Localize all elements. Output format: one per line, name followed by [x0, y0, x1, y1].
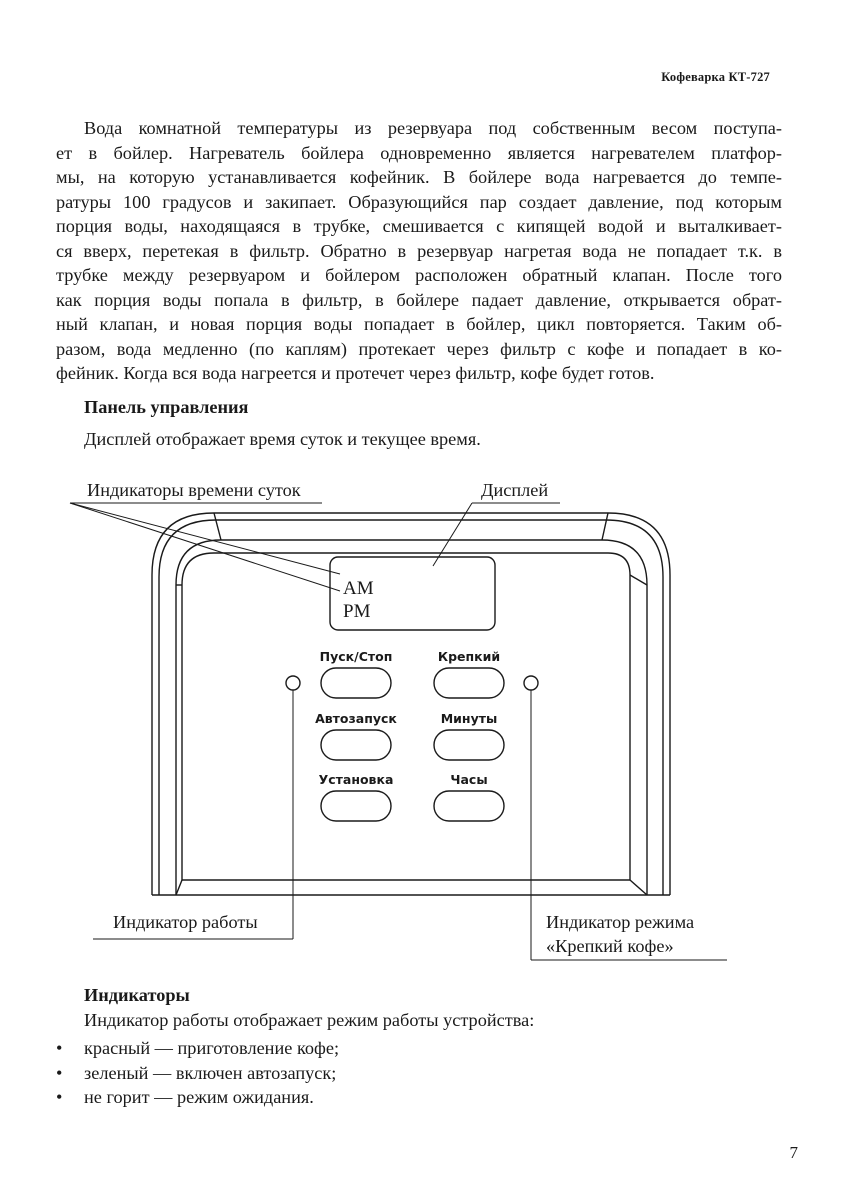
text-line: мы, на которую устанавливается кофейник. В бойлере вода нагревается до темпе-: [56, 167, 782, 187]
panel-outer-outline: [152, 513, 670, 895]
list-item-text: красный — приготовление кофе;: [84, 1038, 340, 1058]
bullet-glyph: •: [56, 1062, 63, 1083]
bullet-glyph: •: [56, 1038, 63, 1058]
start-stop-label: Пуск/Стоп: [319, 649, 393, 664]
list-item: [56, 1036, 339, 1061]
callout-display: Дисплей: [481, 480, 549, 500]
text-line: Вода комнатной температуры из резервуара под собственным весом поступа-: [84, 118, 782, 138]
callout-strong-mode-line1: Индикатор режима: [546, 912, 695, 932]
text-line: ет в бойлер. Нагреватель бойлера одновременно является нагревателем платфор-: [56, 142, 782, 163]
control-panel-heading: Панель управления: [84, 397, 249, 417]
autostart-label: Автозапуск: [315, 711, 397, 726]
text-line: как порция воды попала в фильтр, в бойлере падает давление, открывается обрат-: [56, 289, 782, 310]
autostart-button: [321, 730, 391, 760]
minutes-button: [434, 730, 504, 760]
indicators-heading: Индикаторы: [84, 985, 190, 1005]
indicators-description: Индикатор работы отображает режим работы устройства:: [84, 1010, 535, 1030]
minutes-label: Минуты: [440, 711, 498, 726]
strong-button: [434, 668, 504, 698]
page-number: 7: [789, 1143, 798, 1162]
start-stop-button: [321, 668, 391, 698]
work-indicator-led: [286, 676, 300, 690]
pm-indicator-label: PM: [343, 601, 371, 622]
setup-label: Установка: [318, 772, 394, 787]
running-header: Кофеварка КТ-727: [661, 70, 770, 84]
am-indicator-label: AM: [343, 578, 374, 599]
indicator-states-list: [56, 1036, 339, 1110]
text-line: фейник. Когда вся вода нагреется и протечет через фильтр, кофе будет готов.: [56, 363, 655, 383]
text-line: трубке между резервуаром и бойлером расположен обратный клапан. После того: [56, 265, 782, 285]
callout-work-indicator: Индикатор работы: [113, 912, 258, 932]
control-panel-description: Дисплей отображает время суток и текущее время.: [84, 429, 481, 449]
bullet-glyph: •: [56, 1087, 63, 1107]
panel-middle-outline: [159, 520, 663, 895]
leader-am-line: [70, 503, 340, 591]
list-item-text: зеленый — включен автозапуск;: [84, 1062, 337, 1083]
text-line: ся вверх, перетекая в фильтр. Обратно в резервуар нагретая вода не попадает т.к. в: [56, 240, 782, 261]
strong-label: Крепкий: [437, 649, 501, 664]
text-line: ный клапан, и новая порция воды попадает в бойлер, цикл повторяется. Таким об-: [56, 314, 782, 334]
callout-strong-mode-line2: «Крепкий кофе»: [546, 936, 674, 956]
text-line: ратуры 100 градусов и закипает. Образующийся пар создает давление, под которым: [56, 191, 782, 212]
callout-time-indicators: Индикаторы времени суток: [87, 480, 301, 500]
hours-label: Часы: [450, 772, 488, 787]
list-item-text: не горит — режим ожидания.: [84, 1087, 314, 1107]
text-line: разом, вода медленно (по каплям) протекает через фильтр с кофе и попадает в ко-: [56, 338, 782, 359]
hours-button: [434, 791, 504, 821]
text-line: порция воды, находящаяся в трубке, смешивается с кипящей водой и выталкивает-: [56, 216, 782, 236]
list-item: [56, 1085, 339, 1110]
setup-button: [321, 791, 391, 821]
strong-mode-indicator-led: [524, 676, 538, 690]
list-item: [56, 1061, 339, 1086]
